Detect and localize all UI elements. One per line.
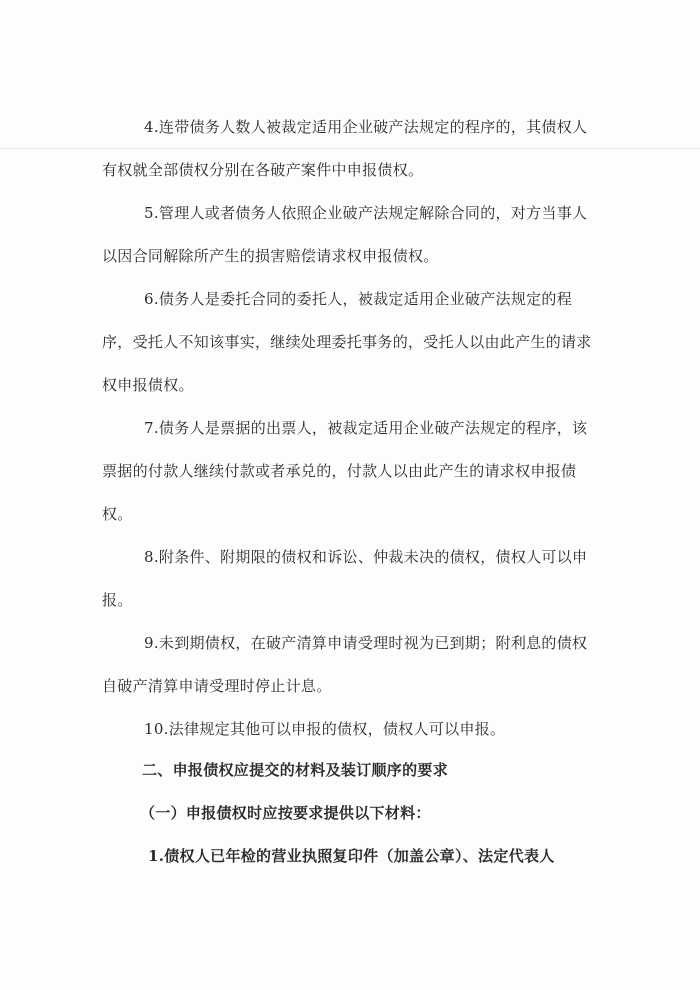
paragraph-item-9: 9.未到期债权，在破产清算申请受理时视为已到期；附利息的债权自破产清算申请受理时停止计息。 [102, 634, 588, 695]
paragraph-item-7: 7.债务人是票据的出票人，被裁定适用企业破产法规定的程序，该票据的付款人继续付款或者承兑的，付款人以由此产生的请求权申报债权。 [102, 419, 588, 523]
paragraph-item-5: 5.管理人或者债务人依照企业破产法规定解除合同的，对方当事人以因合同解除所产生的损害赔偿请求权申报债权。 [102, 204, 588, 265]
section-heading: 二、申报债权应提交的材料及装订顺序的要求 [142, 761, 449, 779]
paragraph-item-6: 6.债务人是委托合同的委托人，被裁定适用企业破产法规定的程序，受托人不知该事实，继续处理委托事务的，受托人以由此产生的请求权申报债权。 [102, 290, 592, 394]
paragraph-item-10: 10.法律规定其他可以申报的债权，债权人可以申报。 [144, 720, 506, 738]
paragraph-item-8: 8.附条件、附期限的债权和诉讼、仲裁未决的债权，债权人可以申报。 [102, 548, 588, 609]
subsection-heading: （一）申报债权时应按要求提供以下材料： [140, 804, 431, 822]
materials-list-item-1: 1.债权人已年检的营业执照复印件（加盖公章）、法定代表人 [148, 847, 555, 865]
paragraph-item-4: 4.连带债务人数人被裁定适用企业破产法规定的程序的，其债权人有权就全部债权分别在各破产案件中申报债权。 [102, 118, 588, 179]
